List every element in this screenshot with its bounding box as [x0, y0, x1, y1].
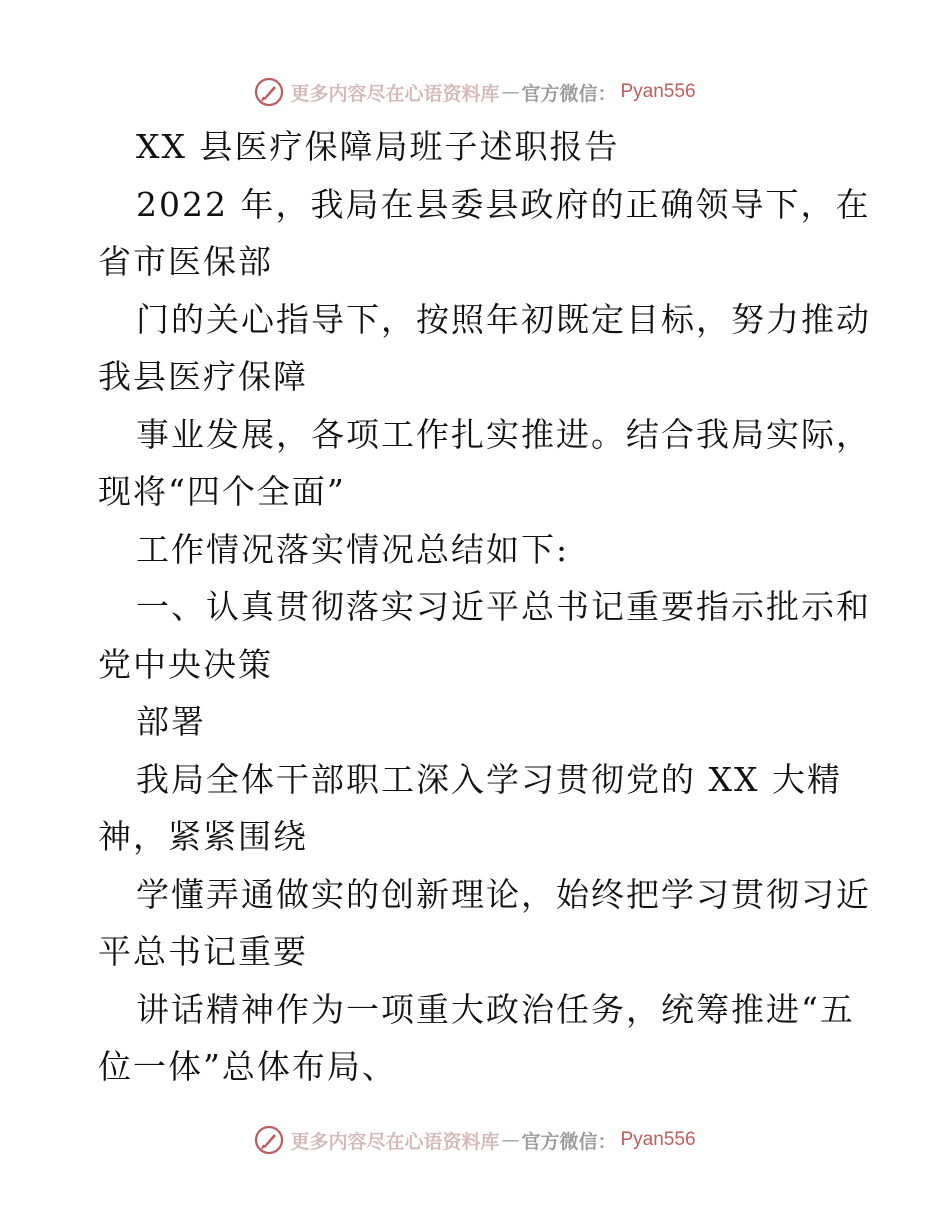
paragraph-line: 现将“四个全面”	[98, 472, 346, 511]
watermark-text: 更多内容尽在心语资料库	[290, 82, 500, 105]
section-heading: 一、认真贯彻落实习近平总书记重要指示批示和	[136, 587, 871, 626]
watermark-separator: —	[501, 1129, 520, 1151]
watermark-label: 官方微信：	[521, 82, 617, 105]
paragraph-line: 学懂弄通做实的创新理论，始终把学习贯彻习近	[136, 874, 871, 914]
paragraph-line: 我局全体干部职工深入学习贯彻党的 XX 大精	[136, 759, 842, 799]
feather-pen-circle-icon	[254, 77, 284, 107]
document-body	[98, 118, 871, 1096]
paragraph-line: 平总书记重要	[98, 932, 308, 971]
paragraph-line: 省市医保部	[98, 242, 273, 281]
watermark-handle: Pyan556	[620, 1129, 696, 1150]
watermark-banner-top	[0, 72, 950, 112]
watermark-separator: —	[501, 81, 520, 103]
watermark-handle: Pyan556	[620, 81, 696, 102]
paragraph-line: 工作情况落实情况总结如下:	[136, 529, 570, 569]
paragraph-line: 事业发展，各项工作扎实推进。结合我局实际，	[136, 414, 871, 454]
paragraph-line: 位一体”总体布局、	[98, 1047, 397, 1086]
section-heading-cont: 部署	[136, 702, 206, 741]
watermark-label: 官方微信：	[521, 1130, 617, 1153]
section-heading-cont: 党中央决策	[98, 644, 273, 684]
paragraph-line: 门的关心指导下，按照年初既定目标，努力推动	[136, 299, 871, 339]
paragraph-line: 神，紧紧围绕	[98, 817, 308, 856]
paragraph-line: 我县医疗保障	[98, 357, 308, 396]
document-title: XX 县医疗保障局班子述职报告	[136, 127, 620, 166]
paragraph-line: 2022 年，我局在县委县政府的正确领导下，在	[136, 184, 871, 224]
watermark-text: 更多内容尽在心语资料库	[290, 1130, 500, 1153]
paragraph-line: 讲话精神作为一项重大政治任务，统筹推进“五	[136, 989, 855, 1029]
feather-pen-circle-icon	[254, 1125, 284, 1155]
watermark-banner-bottom	[0, 1120, 950, 1160]
